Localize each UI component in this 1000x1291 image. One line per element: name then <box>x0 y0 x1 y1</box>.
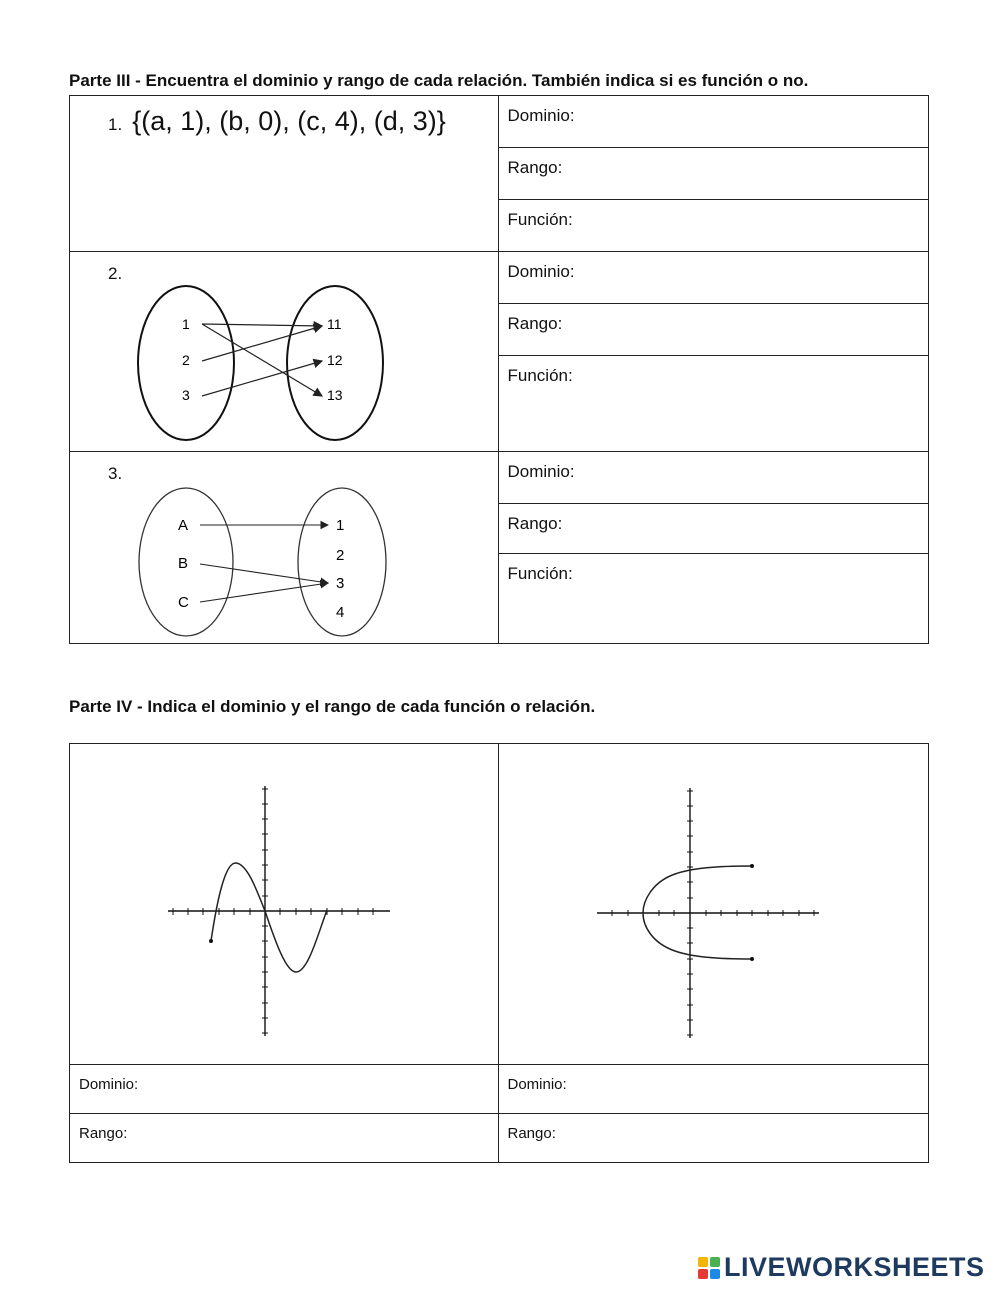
logo-square-blue <box>710 1269 720 1279</box>
domain-value-3: 3 <box>182 387 190 403</box>
wave-curve <box>211 863 327 972</box>
item2-domain-cell[interactable] <box>498 252 929 304</box>
part4-table <box>69 743 929 1163</box>
graph2-cell <box>498 744 929 1065</box>
function-label: Función: <box>507 564 573 583</box>
item1-function-cell[interactable] <box>498 200 929 252</box>
domain-label: Dominio: <box>79 1076 139 1093</box>
item3-mapping-diagram <box>130 480 400 640</box>
item1-number: 1. <box>108 115 123 134</box>
domain-label: Dominio: <box>507 262 575 281</box>
range-value-1: 1 <box>336 517 345 534</box>
graph1-domain-cell[interactable] <box>70 1065 499 1114</box>
logo-square-red <box>698 1269 708 1279</box>
part3-heading: Parte III - Encuentra el dominio y rango de cada relación. También indica si es función o no. <box>69 71 809 90</box>
range-label: Rango: <box>507 1125 556 1142</box>
function-label: Función: <box>507 366 573 385</box>
arrow-1-11 <box>202 324 322 326</box>
range-value-2: 2 <box>336 547 345 564</box>
arrow-1-13 <box>202 324 322 396</box>
domain-label: Dominio: <box>507 462 575 481</box>
item3-range-cell[interactable] <box>498 504 929 554</box>
range-value-13: 13 <box>327 387 343 403</box>
curve-endpoint-left <box>209 939 213 943</box>
graph2-domain-cell[interactable] <box>498 1065 929 1114</box>
curve-endpoint-bottom <box>750 957 754 961</box>
part4-heading: Parte IV - Indica el dominio y el rango de cada función o relación. <box>69 697 596 716</box>
range-value-3: 3 <box>336 575 345 592</box>
item1-cell <box>70 96 499 252</box>
range-label: Rango: <box>507 314 563 333</box>
item1-set-text: {(a, 1), (b, 0), (c, 4), (d, 3)} <box>132 106 446 136</box>
logo-square-yellow <box>698 1257 708 1267</box>
item3-number: 3. <box>108 464 123 483</box>
function-label: Función: <box>507 210 573 229</box>
part3-table <box>69 95 929 644</box>
range-label: Rango: <box>507 158 563 177</box>
arrow-B-3 <box>200 564 328 583</box>
range-label: Rango: <box>507 514 563 533</box>
item1-range-cell[interactable] <box>498 148 929 200</box>
item3-function-cell[interactable] <box>498 554 929 644</box>
graph2-parabola-relation <box>597 786 823 1042</box>
liveworksheets-logo <box>698 1252 985 1283</box>
domain-value-A: A <box>178 517 189 534</box>
range-label: Rango: <box>79 1125 128 1142</box>
range-value-12: 12 <box>327 352 343 368</box>
item3-domain-cell[interactable] <box>498 452 929 504</box>
graph1-cell <box>70 744 499 1065</box>
item3-cell <box>70 452 499 644</box>
domain-value-2: 2 <box>182 352 190 368</box>
graph1-wave-function <box>168 784 394 1040</box>
arrow-C-3 <box>200 583 328 602</box>
range-value-4: 4 <box>336 604 345 621</box>
domain-value-C: C <box>178 594 189 611</box>
item2-function-cell[interactable] <box>498 356 929 452</box>
logo-mark-icon <box>698 1257 720 1279</box>
domain-label: Dominio: <box>507 106 575 125</box>
domain-value-1: 1 <box>182 316 190 332</box>
item1-domain-cell[interactable] <box>498 96 929 148</box>
item2-number: 2. <box>108 264 123 283</box>
item2-range-cell[interactable] <box>498 304 929 356</box>
item2-cell <box>70 252 499 452</box>
curve-endpoint-top <box>750 864 754 868</box>
logo-square-green <box>710 1257 720 1267</box>
range-value-11: 11 <box>327 316 342 332</box>
item1-set <box>108 106 446 137</box>
graph1-range-cell[interactable] <box>70 1114 499 1163</box>
domain-value-B: B <box>178 555 189 572</box>
arrow-2-11 <box>202 326 322 361</box>
graph2-range-cell[interactable] <box>498 1114 929 1163</box>
arrow-3-12 <box>202 361 322 396</box>
domain-label: Dominio: <box>507 1076 567 1093</box>
logo-text: LIVEWORKSHEETS <box>724 1252 985 1282</box>
item2-mapping-diagram <box>130 280 390 446</box>
